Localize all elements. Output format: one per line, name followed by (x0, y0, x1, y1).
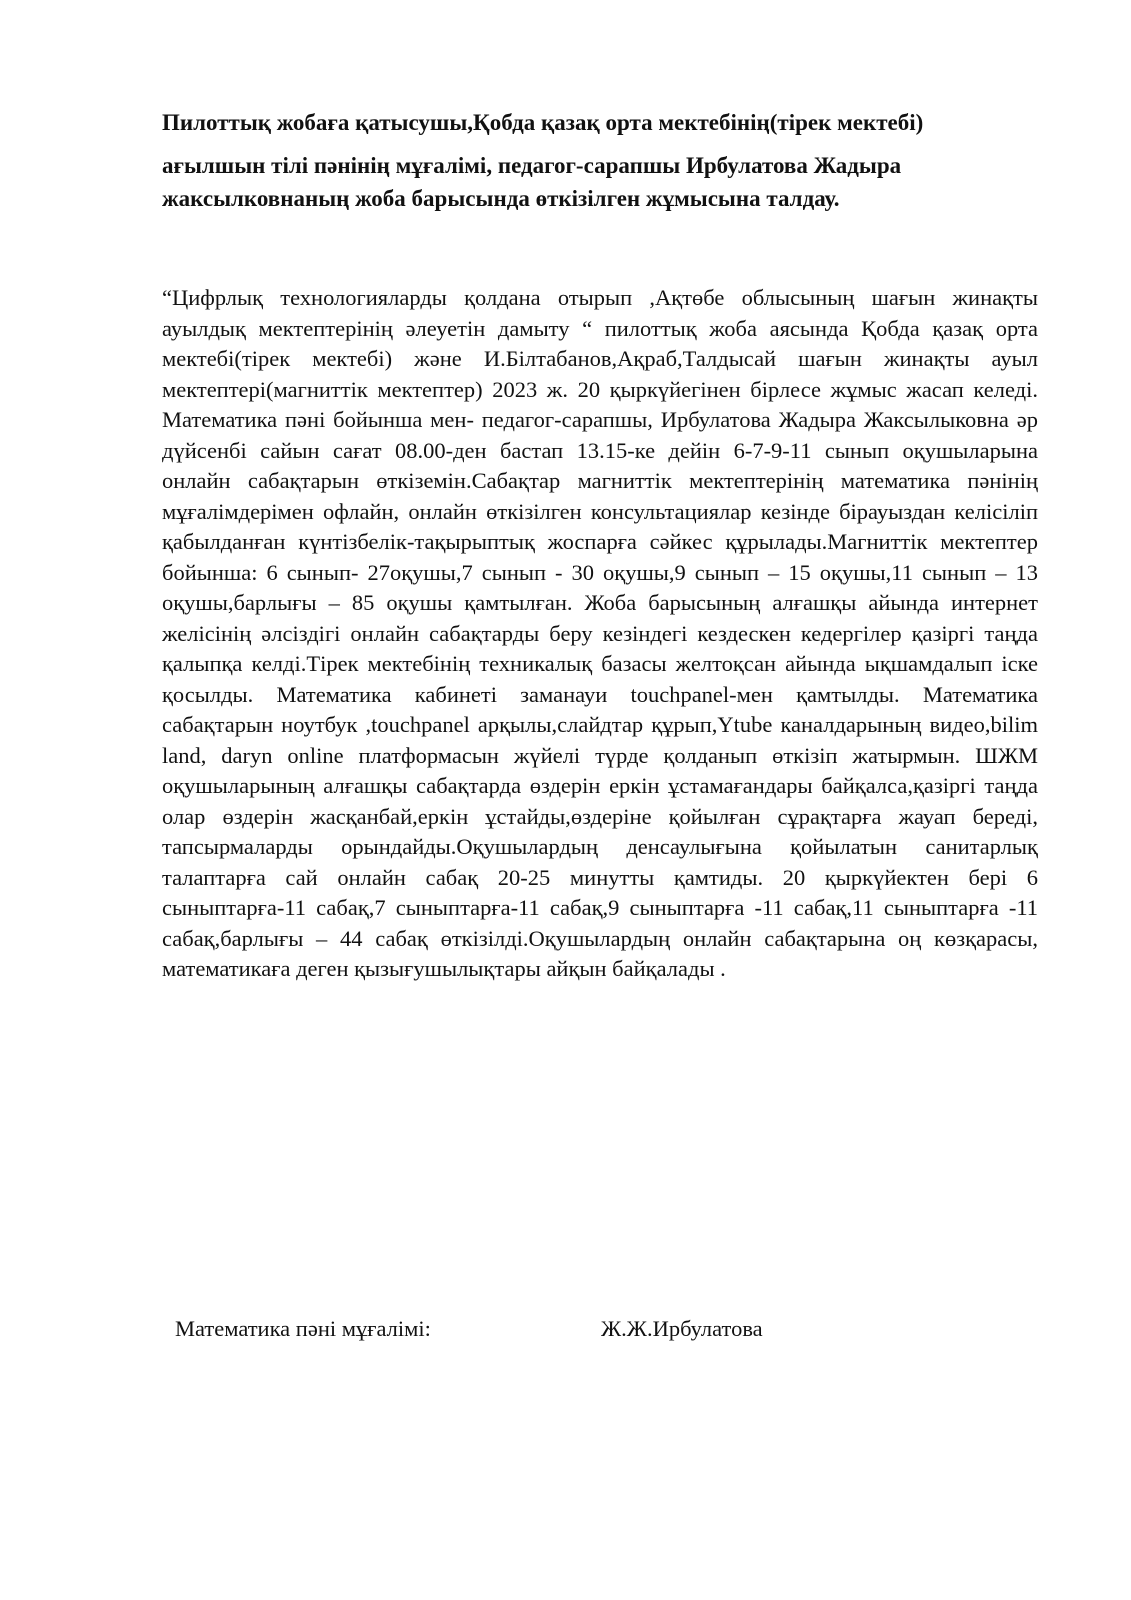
document-body (162, 283, 1038, 985)
signature-name: Ж.Ж.Ирбулатова (601, 1316, 763, 1341)
title-line-1: Пилоттық жобаға қатысушы,Қобда қазақ орта мектебінің(тірек мектебі) (162, 110, 924, 135)
signature-row (0, 1314, 1131, 1348)
document-title (162, 106, 1042, 215)
body-paragraph: “Цифрлық технологияларды қолдана отырып ,Ақтөбе облысының шағын жинақты ауылдық мектептерінің әлеуетін дамыту “ пилоттық жоба аясында Қобда қазақ орта мектебі(тірек мектебі) және И.Білтабанов,Ақраб,Талдысай шағын жинақты ауыл мектептері(магниттік мектептер) 2023 ж. 20 қыркүйегінен бірлесе жұмыс жасап келеді. Математика пәні бойынша мен- педагог-сарапшы, Ирбулатова Жадыра Жаксылыковна әр дүйсенбі сайын сағат 08.00-ден бастап 13.15-ке дейін 6-7-9-11 сынып оқушыларына онлайн сабақтарын өткіземін.Сабақтар магниттік мектептерінің математика пәнінің мұғалімдерімен офлайн, онлайн өткізілген консультациялар кезінде бірауыздан келісіліп қабылданған күнтізбелік-тақырыптық жоспарға сәйкес құрылады.Магниттік мектептер бойынша: 6 сынып- 27оқушы,7 сынып - 30 оқушы,9 сынып – 15 оқушы,11 сынып – 13 оқушы,барлығы – 85 оқушы қамтылған. Жоба барысының алғашқы айында интернет желісінің әлсіздігі онлайн сабақтарды беру кезіндегі кездескен кедергілер қазіргі таңда қалыпқа келді.Тірек мектебінің техникалық базасы желтоқсан айында ықшамдалып іске қосылды. Математика кабинеті заманауи touchpanel-мен қамтылды. Математика сабақтарын ноутбук ,touchpanel арқылы,слайдтар құрып,Ytube каналдарының видео,bilim land, daryn online платформасын жүйелі түрде қолданып өткізіп жатырмын. ШЖМ оқушыларының алғашқы сабақтарда өздерін еркін ұстамағандары байқалса,қазіргі таңда олар өздерін жасқанбай,еркін ұстайды,өздеріне қойылған сұрақтарға жауап береді, тапсырмаларды орындайды.Оқушылардың денсаулығына қойылатын санитарлық талаптарға сай онлайн сабақ 20-25 минутты қамтиды. 20 қыркүйектен бері 6 сыныптарға-11 сабақ,7 сыныптарға-11 сабақ,9 сыныптарға -11 сабақ,11 сыныптарға -11 сабақ,барлығы – 44 сабақ өткізілді.Оқушылардың онлайн сабақтарына оң көзқарасы, математикаға деген қызығушылықтары айқын байқалады . (162, 285, 1038, 981)
title-line-2: ағылшын тілі пәнінің мұғалімі, педагог-сарапшы Ирбулатова Жадыра (162, 153, 902, 178)
title-line-3: жаксылковнаның жоба барысында өткізілген жұмысына талдау. (162, 186, 840, 211)
signature-role: Математика пәні мұғалімі: (175, 1316, 431, 1341)
